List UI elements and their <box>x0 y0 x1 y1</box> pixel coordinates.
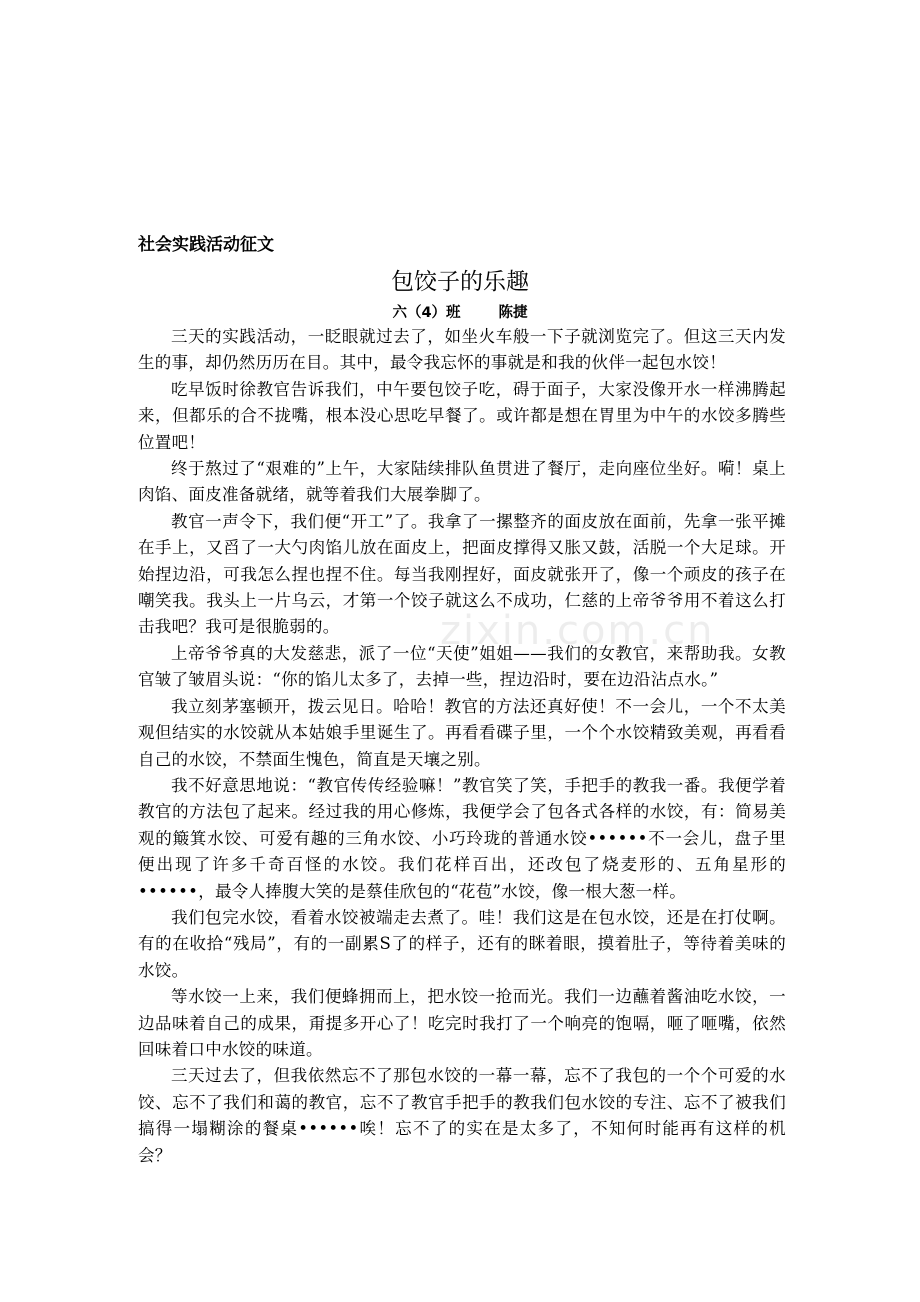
essay-body <box>138 324 786 1169</box>
paragraph: 我不好意思地说：“教官传传经验嘛！”教官笑了笑，手把手的教我一番。我便学着教官的方法包了起来。经过我的用心修炼，我便学会了包各式各样的水饺，有：简易美观的簸箕水饺、可爱有趣的三角水饺、小巧玲珑的普通水饺••••••不一会儿，盘子里便出现了许多千奇百怪的水饺。我们花样百出，还改包了烧麦形的、五角星形的••••••，最令人捧腹大笑的是蔡佳欣包的“花苞”水饺，像一根大葱一样。 <box>138 775 786 901</box>
watermark: zixin.com.cn <box>440 608 715 654</box>
byline <box>0 302 920 324</box>
paragraph: 终于熬过了“艰难的”上午，大家陆续排队鱼贯进了餐厅，走向座位坐好。嗬！桌上肉馅、面皮准备就绪，就等着我们大展拳脚了。 <box>138 459 786 505</box>
class-name: 六（4）班 <box>392 305 461 321</box>
paragraph: 吃早饭时徐教官告诉我们，中午要包饺子吃，碍于面子，大家没像开水一样沸腾起来，但都乐的合不拢嘴，根本没心思吃早餐了。或许都是想在胃里为中午的水饺多腾些位置吧！ <box>138 379 786 452</box>
paragraph: 我们包完水饺，看着水饺被端走去煮了。哇！我们这是在包水饺，还是在打仗啊。有的在收拾“残局”，有的一副累S了的样子，还有的眯着眼，摸着肚子，等待着美味的水饺。 <box>138 907 786 980</box>
essay-category: 社会实践活动征文 <box>138 235 274 255</box>
author-name: 陈捷 <box>498 305 528 321</box>
paragraph: 三天的实践活动，一眨眼就过去了，如坐火车般一下子就浏览完了。但这三天内发生的事，却仍然历历在目。其中，最令我忘怀的事就是和我的伙伴一起包水饺！ <box>138 327 786 373</box>
essay-title: 包饺子的乐趣 <box>391 269 529 295</box>
paragraph: 等水饺一上来，我们便蜂拥而上，把水饺一抢而光。我们一边蘸着酱油吃水饺，一边品味着自己的成果，甭提多开心了！吃完时我打了一个响亮的饱嗝，咂了咂嘴，依然回味着口中水饺的味道。 <box>138 987 786 1059</box>
paragraph: 我立刻茅塞顿开，拨云见日。哈哈！教官的方法还真好使！不一会儿，一个不太美观但结实的水饺就从本姑娘手里诞生了。再看看碟子里，一个个水饺精致美观，再看看自己的水饺，不禁面生愧色，简直是天壤之别。 <box>138 696 786 769</box>
paragraph: 三天过去了，但我依然忘不了那包水饺的一幕一幕，忘不了我包的一个个可爱的水饺、忘不了我们和蔼的教官，忘不了教官手把手的教我们包水饺的专注、忘不了被我们搞得一塌糊涂的餐桌••••••唉！忘不了的实在是太多了，不知何时能再有这样的机会？ <box>138 1066 786 1165</box>
paragraph: 教官一声令下，我们便“开工”了。我拿了一摞整齐的面皮放在面前，先拿一张平摊在手上，又舀了一大勺肉馅儿放在面皮上，把面皮撑得又胀又鼓，活脱一个大足球。开始捏边沿，可我怎么捏也捏不住。每当我刚捏好，面皮就张开了，像一个顽皮的孩子在嘲笑我。我头上一片乌云，才第一个饺子就这么不成功，仁慈的上帝爷爷用不着这么打击我吧？我可是很脆弱的。 <box>138 511 786 637</box>
paragraph: 上帝爷爷真的大发慈悲，派了一位“天使”姐姐——我们的女教官，来帮助我。女教官皱了皱眉头说：“你的馅儿太多了，去掉一些，捏边沿时，要在边沿沾点水。” <box>138 643 786 690</box>
